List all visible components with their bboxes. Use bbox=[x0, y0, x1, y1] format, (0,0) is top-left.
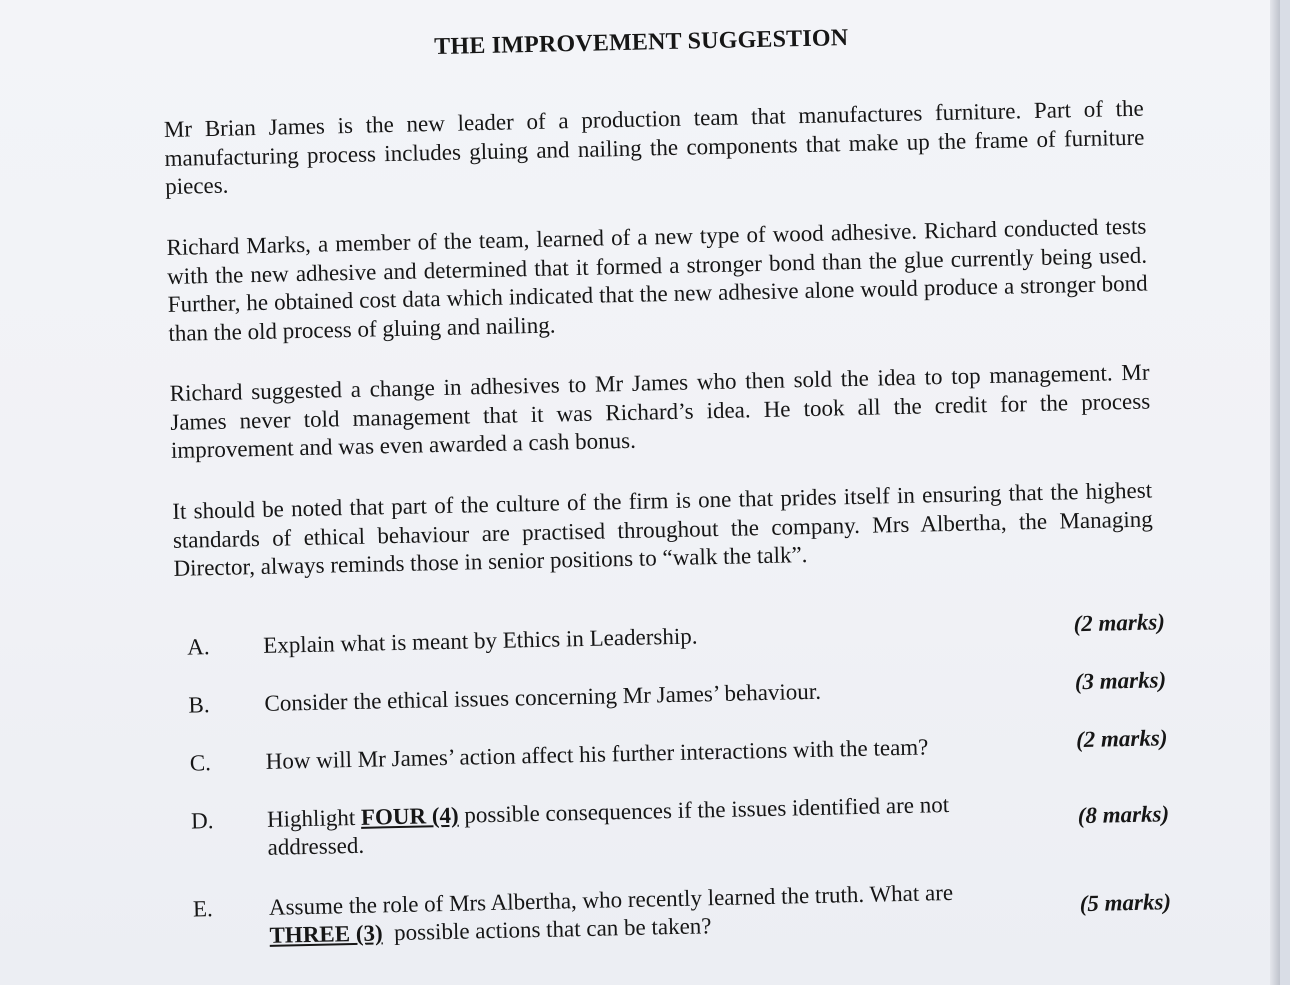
question-letter: C. bbox=[189, 750, 212, 776]
question-text: Explain what is meant by Ethics in Leadership. bbox=[262, 623, 698, 658]
page-edge bbox=[1270, 0, 1280, 985]
question-text bbox=[269, 878, 1010, 950]
question-letter: D. bbox=[190, 808, 214, 834]
question-emphasis: THREE (3) bbox=[269, 920, 383, 948]
question-emphasis: FOUR (4) bbox=[360, 802, 459, 830]
question-text-end: possible consequences if the issues identified are not addressed. bbox=[267, 792, 950, 860]
question-marks: (2 marks) bbox=[1075, 725, 1168, 753]
question-letter: E. bbox=[192, 896, 214, 922]
question-marks: (5 marks) bbox=[1079, 889, 1172, 917]
paragraph-3: Richard suggested a change in adhesives to Mr James who then sold the idea to top management. Mr James never told management that it was Richard’s idea. He took all the credit for the process improvement and was even awarded a cash bonus. bbox=[169, 359, 1151, 463]
question-text-start: Highlight bbox=[266, 804, 356, 832]
question-letter: A. bbox=[186, 634, 210, 660]
question-marks: (2 marks) bbox=[1073, 609, 1166, 637]
question-letter: B. bbox=[188, 692, 210, 718]
question-text-start: Assume the role of Mrs Albertha, who recently learned the truth. What are bbox=[268, 879, 954, 920]
question-text: Consider the ethical issues concerning Mr James’ behaviour. bbox=[264, 678, 822, 716]
paragraph-1: Mr Brian James is the new leader of a production team that manufactures furniture. Part of the manufacturing process includes gluing and nailing the components that make up the frame of furniture pieces. bbox=[163, 95, 1145, 199]
question-text: How will Mr James’ action affect his further interactions with the team? bbox=[265, 734, 929, 774]
paragraph-2: Richard Marks, a member of the team, learned of a new type of wood adhesive. Richard conducted tests with the new adhesive and determined that it formed a stronger bond than the glue currently being used. Further, he obtained cost data which indicated that the new adhesive alone would produce a stronger bond than the old process of gluing and nailing. bbox=[166, 213, 1148, 346]
question-marks: (8 marks) bbox=[1077, 801, 1170, 829]
question-marks: (3 marks) bbox=[1074, 667, 1167, 695]
question-e bbox=[181, 874, 1172, 966]
question-text-end: possible actions that can be taken? bbox=[393, 913, 712, 946]
paragraph-4: It should be noted that part of the culture of the firm is one that prides itself in ensuring that the highest standards of ethical behaviour are practised throughout the company. Mrs Albertha, the Managing Director, always reminds those in senior positions to “walk the talk”. bbox=[172, 477, 1153, 581]
case-study bbox=[162, 18, 1172, 948]
page-title: THE IMPROVEMENT SUGGESTION bbox=[433, 25, 849, 61]
